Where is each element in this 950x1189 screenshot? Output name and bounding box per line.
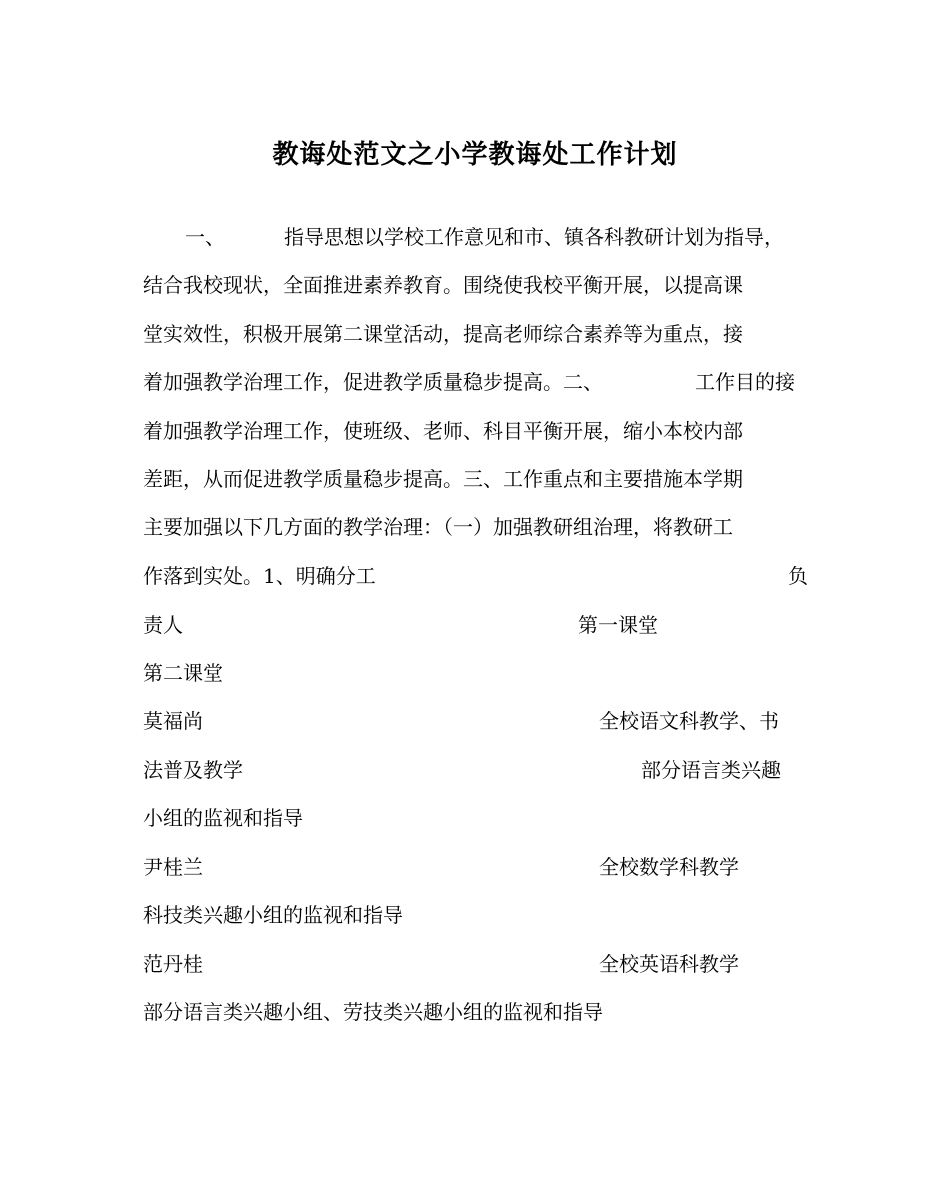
paragraph-text: 主要加强以下几方面的教学治理：（一）加强教研组治理，将教研工 [143,515,733,539]
table-cell-second-class: 部分语言类兴趣小组、劳技类兴趣小组的监视和指导 [143,1000,603,1024]
table-header-first-class: 第一课堂 [578,613,658,637]
table-header-responsible-part2: 责人 [143,613,183,637]
paragraph-text: 结合我校现状，全面推进素养教育。围绕使我校平衡开展，以提高课 [143,273,743,297]
table-cell-second-class: 部分语言类兴趣 [641,758,781,782]
paragraph-text: 差距，从而促进教学质量稳步提高。三、工作重点和主要措施本学期 [143,467,743,491]
table-cell-first-class: 法普及教学 [143,758,243,782]
table-cell-first-class: 全校英语科教学 [599,952,739,976]
document-title: 教诲处范文之小学教诲处工作计划 [272,140,678,170]
paragraph-text: 指导思想以学校工作意见和市、镇各科教研计划为指导， [284,225,784,249]
table-header-responsible-part1: 负 [788,564,808,588]
table-cell-name: 尹桂兰 [143,855,203,879]
table-cell-name: 范丹桂 [143,952,203,976]
table-cell-first-class: 全校语文科教学、书 [599,709,779,733]
table-cell-second-class: 科技类兴趣小组的监视和指导 [143,903,403,927]
table-cell-second-class: 小组的监视和指导 [143,806,303,830]
paragraph-text: 着加强教学治理工作，使班级、老师、科目平衡开展，缩小本校内部 [143,419,743,443]
section-number-one: 一、 [185,225,225,249]
paragraph-text: 堂实效性，积极开展第二课堂活动，提高老师综合素养等为重点，接 [143,322,743,346]
table-cell-name: 莫福尚 [143,709,203,733]
table-cell-first-class: 全校数学科教学 [599,855,739,879]
paragraph-text: 着加强教学治理工作，促进教学质量稳步提高。二、 [143,370,603,394]
paragraph-text: 作落到实处。1、明确分工 [143,564,376,588]
paragraph-text: 工作目的接 [695,370,795,394]
table-header-second-class: 第二课堂 [143,661,223,685]
